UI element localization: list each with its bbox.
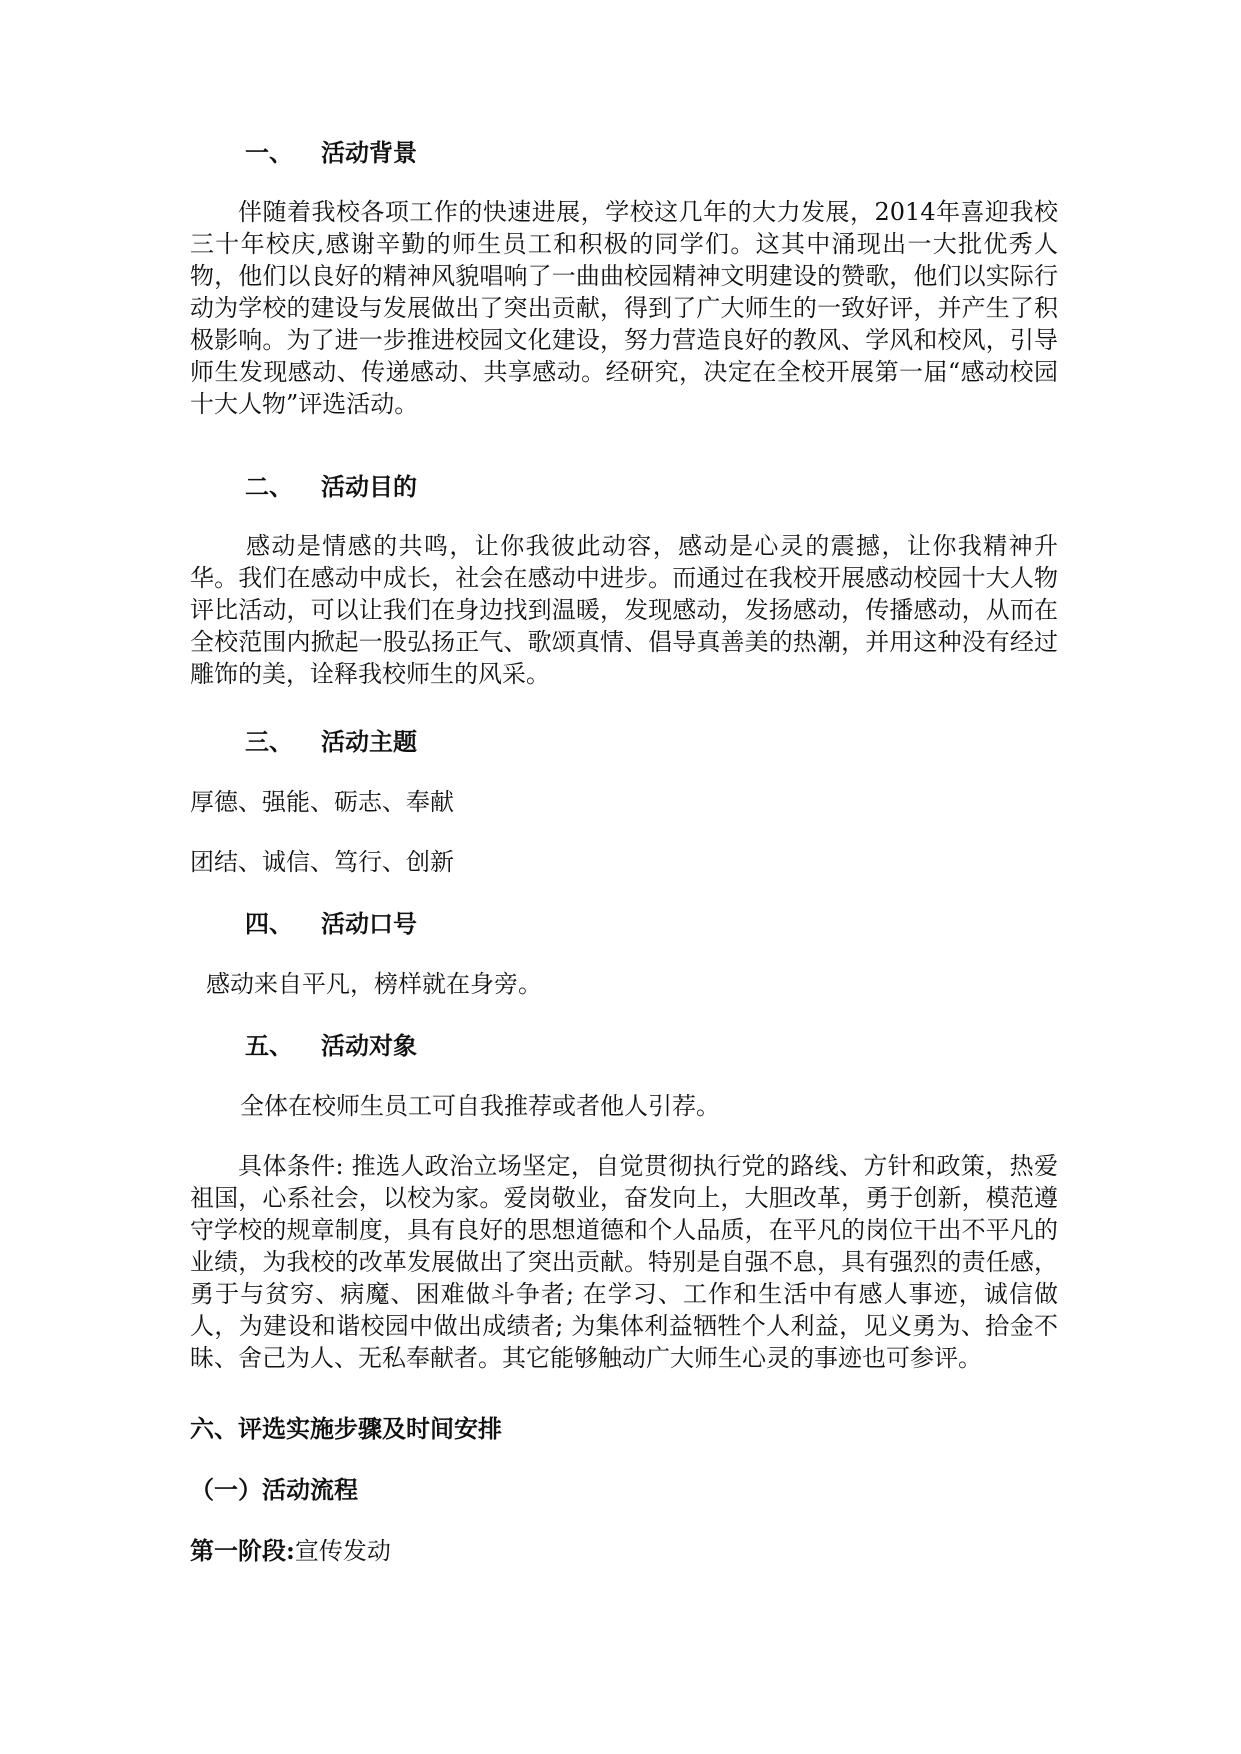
section-heading-purpose: [245, 471, 417, 503]
section-title: 活动目的: [321, 472, 417, 501]
section-number: 四、: [245, 909, 293, 938]
section-title: 活动口号: [321, 909, 417, 938]
section-title: 活动主题: [321, 727, 417, 756]
section-number: 一、: [245, 138, 293, 167]
section-heading-theme: [245, 726, 417, 758]
theme-line-2: 团结、诚信、笃行、创新: [190, 848, 454, 876]
theme-line-1: 厚德、强能、砺志、奉献: [190, 788, 454, 816]
section-title: 活动对象: [321, 1031, 417, 1060]
section-6-heading: 六、评选实施步骤及时间安排: [190, 1414, 502, 1443]
slogan-text: 感动来自平凡，榜样就在身旁。: [206, 970, 542, 998]
section-title: 活动背景: [321, 138, 417, 167]
section-number: 三、: [245, 727, 293, 756]
conditions-paragraph: 具体条件: 推选人政治立场坚定，自觉贯彻执行党的路线、方针和政策，热爱祖国，心系社会，以校为家。爱岗敬业，奋发向上，大胆改革，勇于创新，模范遵守学校的规章制度，具有良好的思想道德和个人品质，在平凡的岗位干出不平凡的业绩，为我校的改革发展做出了突出贡献。特别是自强不息，具有强烈的责任感，勇于与贫穷、病魔、困难做斗争者; 在学习、工作和生活中有感人事迹，诚信做人，为建设和谐校园中做出成绩者; 为集体利益牺牲个人利益，见义勇为、拾金不昧、舍己为人、无私奉献者。其它能够触动广大师生心灵的事迹也可参评。: [190, 1152, 1058, 1372]
stage-text: 宣传发动: [294, 1537, 391, 1565]
section-number: 二、: [245, 472, 293, 501]
subsection-heading: （一）活动流程: [190, 1475, 358, 1504]
section-heading-target: [245, 1030, 417, 1062]
purpose-paragraph: 感动是情感的共鸣，让你我彼此动容，感动是心灵的震撼，让你我精神升华。我们在感动中成长，社会在感动中进步。而通过在我校开展感动校园十大人物评比活动，可以让我们在身边找到温暖，发现感动，发扬感动，传播感动，从而在全校范围内掀起一股弘扬正气、歌颂真情、倡导真善美的热潮，并用这种没有经过雕饰的美，诠释我校师生的风采。: [190, 532, 1058, 688]
stage-label: 第一阶段:: [190, 1536, 295, 1565]
section-heading-background: [245, 137, 417, 169]
section-number: 五、: [245, 1031, 293, 1060]
section-heading-slogan: [245, 908, 417, 940]
target-text: 全体在校师生员工可自我推荐或者他人引荐。: [240, 1092, 720, 1120]
stage-1-line: [190, 1535, 391, 1567]
background-paragraph: 伴随着我校各项工作的快速进展，学校这几年的大力发展，2014年喜迎我校三十年校庆,感谢辛勤的师生员工和积极的同学们。这其中涌现出一大批优秀人物，他们以良好的精神风貌唱响了一曲曲校园精神文明建设的赞歌，他们以实际行动为学校的建设与发展做出了突出贡献，得到了广大师生的一致好评，并产生了积极影响。为了进一步推进校园文化建设，努力营造良好的教风、学风和校风，引导师生发现感动、传递感动、共享感动。经研究，决定在全校开展第一届“感动校园十大人物”评选活动。: [190, 198, 1058, 418]
